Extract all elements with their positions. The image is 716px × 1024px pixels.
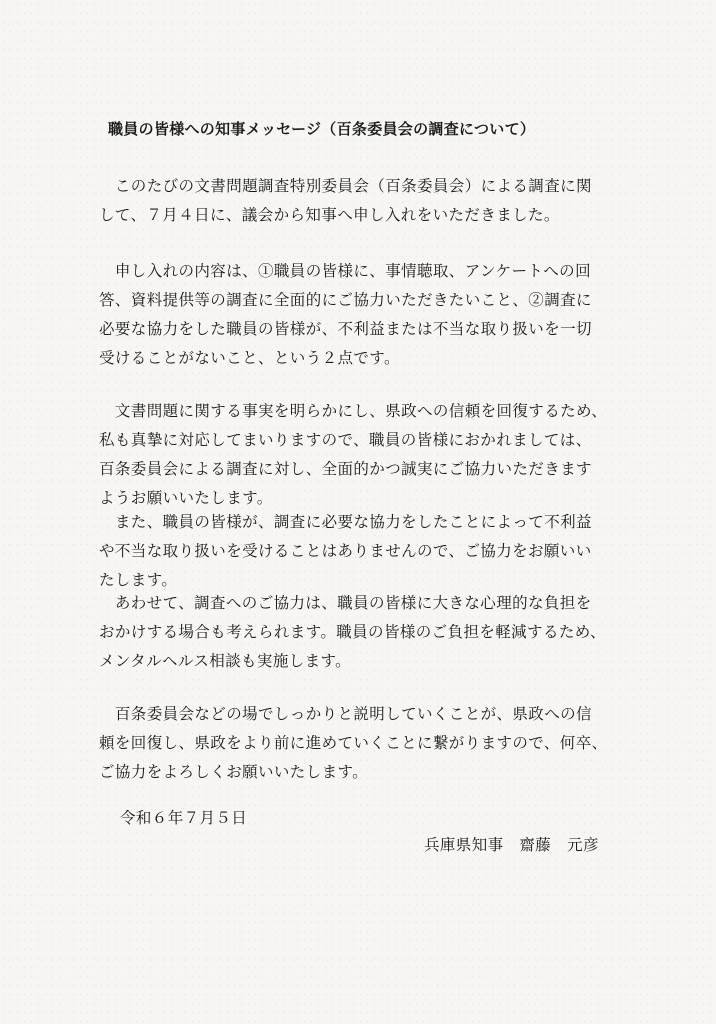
text-line: 頼を回復し、県政をより前に進めていくことに繋がりますので、何卒、	[99, 734, 608, 752]
signature-line: 兵庫県知事 齋藤 元彦	[424, 836, 599, 854]
text-line: メンタルヘルス相談も実施します。	[99, 652, 352, 670]
paragraph-mental-health	[99, 589, 619, 676]
text-line: 答、資料提供等の調査に全面的にご協力いただきたいこと、②調査に	[99, 291, 592, 309]
text-line: このたびの文書問題調査特別委員会（百条委員会）による調査に関	[99, 177, 592, 195]
document-title: 職員の皆様への知事メッセージ（百条委員会の調査について）	[108, 120, 536, 138]
text-line: 必要な協力をした職員の皆様が、不利益または不当な取り扱いを一切	[99, 320, 592, 338]
paragraph-cooperation	[99, 397, 619, 513]
text-line: あわせて、調査へのご協力は、職員の皆様に大きな心理的な負担を	[99, 594, 592, 612]
paragraph-intro	[99, 172, 619, 230]
paragraph-request	[99, 257, 619, 373]
text-line: たします。	[99, 571, 178, 589]
paragraph-no-disadvantage	[99, 508, 619, 595]
text-line: や不当な取り扱いを受けることはありませんので、ご協力をお願いい	[99, 542, 592, 560]
text-line: 私も真摯に対応してまいりますので、職員の皆様におかれましては、	[99, 431, 592, 449]
text-line: 文書問題に関する事実を明らかにし、県政への信頼を回復するため、	[99, 402, 608, 420]
paragraph-closing	[99, 700, 619, 787]
document-date: 令和６年７月５日	[120, 809, 248, 827]
text-line: 百条委員会などの場でしっかりと説明していくことが、県政への信	[99, 705, 592, 723]
text-line: して、７月４日に、議会から知事へ申し入れをいただきました。	[99, 206, 560, 224]
text-line: 受けることがないこと、という２点です。	[99, 349, 400, 367]
text-line: また、職員の皆様が、調査に必要な協力をしたことによって不利益	[99, 513, 592, 531]
text-line: ようお願いいたします。	[99, 489, 273, 507]
text-line: 申し入れの内容は、①職員の皆様に、事情聴取、アンケートへの回	[99, 262, 591, 280]
text-line: おかけする場合も考えられます。職員の皆様のご負担を軽減するため、	[99, 623, 606, 641]
text-line: ご協力をよろしくお願いいたします。	[99, 763, 369, 781]
text-line: 百条委員会による調査に対し、全面的かつ誠実にご協力いただきます	[99, 460, 592, 478]
